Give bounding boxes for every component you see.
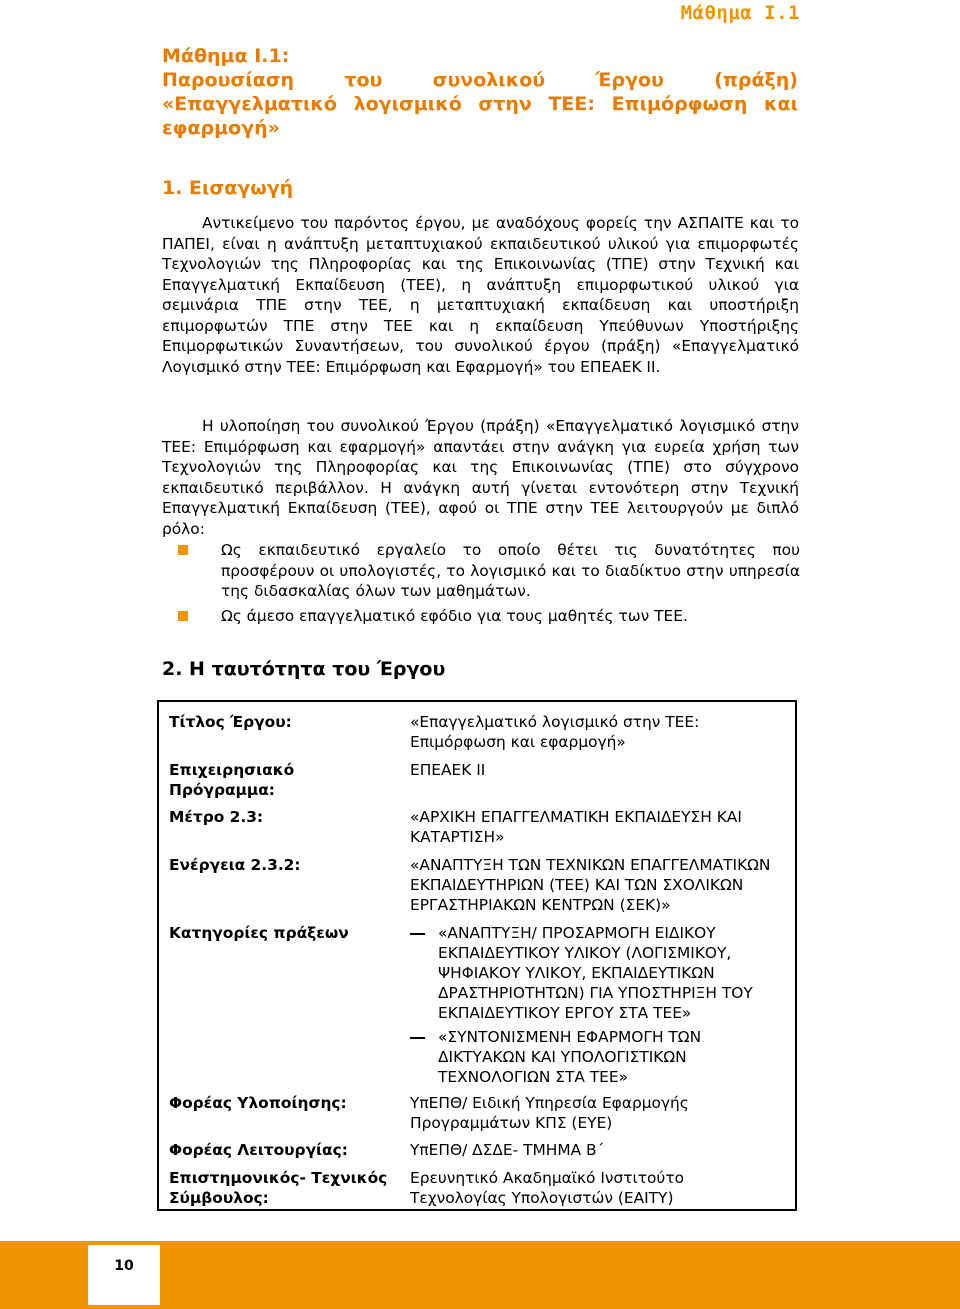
section-heading-intro: 1. Εισαγωγή xyxy=(162,177,294,199)
identity-value-list xyxy=(410,923,785,1087)
list-item xyxy=(178,540,800,602)
identity-label: Μέτρο 2.3: xyxy=(169,808,264,826)
lesson-title-line2: Παρουσίαση του συνολικού Έργου (πράξη) xyxy=(162,69,798,91)
list-item-text: Ως άμεσο επαγγελματικό εφόδιο για τους μαθητές των ΤΕΕ. xyxy=(221,606,688,625)
identity-value: ΥπΕΠΘ/ ΔΣΔΕ- ΤΜΗΜΑ Β΄ xyxy=(410,1141,605,1159)
identity-value: Ερευνητικό Ακαδημαϊκό Ινστιτούτο Τεχνολογίας Υπολογιστών (ΕΑΙΤΥ) xyxy=(410,1169,684,1207)
list-item-text: «ΣΥΝΤΟΝΙΣΜΕΝΗ ΕΦΑΡΜΟΓΗ ΤΩΝ ΔΙΚΤΥΑΚΩΝ ΚΑΙ ΥΠΟΛΟΓΙΣΤΙΚΩΝ ΤΕΧΝΟΛΟΓΙΩΝ ΣΤΑ ΤΕΕ» xyxy=(438,1028,702,1086)
lesson-title-line4: εφαρμογή» xyxy=(162,117,280,139)
section-heading-identity: 2. Η ταυτότητα του Έργου xyxy=(162,658,446,680)
list-item xyxy=(410,923,785,1023)
identity-value: «ΑΡΧΙΚΗ ΕΠΑΓΓΕΛΜΑΤΙΚΗ ΕΚΠΑΙΔΕΥΣΗ ΚΑΙ ΚΑΤΑΡΤΙΣΗ» xyxy=(410,808,742,846)
intro-paragraph-1 xyxy=(162,213,799,377)
intro-paragraph-2-text: Η υλοποίηση του συνολικού Έργου (πράξη) «Επαγγελματικό λογισμικό στην ΤΕΕ: Επιμόρφωση και εφαρμογή» απαντάει στην ανάγκη για ευρεία χρήση των Τεχνολογιών της Πληροφορίας και της Επικοινωνίας (ΤΠΕ) στο σύγχρονο εκπαιδευτικό περιβάλλον. Η ανάγκη αυτή γίνεται εντονότερη στην Τεχνική Επαγγελματική Εκπαίδευση (ΤΕΕ), αφού οι ΤΠΕ στην ΤΕΕ λειτουργούν με διπλό ρόλο: xyxy=(162,417,799,538)
identity-label: Ενέργεια 2.3.2: xyxy=(169,856,301,874)
role-bullet-list xyxy=(178,540,800,626)
list-item-text: Ως εκπαιδευτικό εργαλείο το οποίο θέτει τις δυνατότητες που προσφέρουν οι υπολογιστές, το λογισμικό και το διαδίκτυο στην υπηρεσία της διδασκαλίας όλων των μαθημάτων. xyxy=(221,541,800,600)
list-item-text: «ΑΝΑΠΤΥΞΗ/ ΠΡΟΣΑΡΜΟΓΗ ΕΙΔΙΚΟΥ ΕΚΠΑΙΔΕΥΤΙΚΟΥ ΥΛΙΚΟΥ (ΛΟΓΙΣΜΙΚΟΥ, ΨΗΦΙΑΚΟΥ ΥΛΙΚΟΥ, ΕΚΠΑΙΔΕΥΤΙΚΩΝ ΔΡΑΣΤΗΡΙΟΤΗΤΩΝ) ΓΙΑ ΥΠΟΣΤΗΡΙΞΗ ΤΟΥ ΕΚΠΑΙΔΕΥΤΙΚΟΥ ΕΡΓΟΥ ΣΤΑ ΤΕΕ» xyxy=(438,924,753,1022)
page-number-box xyxy=(88,1245,160,1305)
intro-paragraph-1-text: Αντικείμενο του παρόντος έργου, με αναδόχους φορείς την ΑΣΠΑΙΤΕ και το ΠΑΠΕΙ, είναι η ανάπτυξη μεταπτυχιακού εκπαιδευτικού υλικού για επιμορφωτές Τεχνολογιών της Πληροφορίας και της Επικοινωνίας (ΤΠΕ) στην Τεχνική και Επαγγελματική Εκπαίδευση (ΤΕΕ), η ανάπτυξη επιμορφωτικού υλικού για σεμινάρια ΤΠΕ στην ΤΕΕ, η μεταπτυχιακή εκπαίδευση και υποστήριξη επιμορφωτών ΤΠΕ στην ΤΕΕ και η εκπαίδευση Υπεύθυνων Υποστήριξης Επιμορφωτικών Συναντήσεων, του συνολικού έργου (πράξη) «Επαγγελματικό Λογισμικό στην ΤΕΕ: Επιμόρφωση και Εφαρμογή» του ΕΠΕΑΕΚ ΙΙ. xyxy=(162,214,799,376)
intro-paragraph-2 xyxy=(162,416,799,539)
list-item xyxy=(410,1027,785,1087)
identity-label: Κατηγορίες πράξεων xyxy=(169,924,349,942)
dash-bullet-icon xyxy=(410,1037,425,1039)
lesson-title-line3: «Επαγγελματικό λογισμικό στην ΤΕΕ: Επιμόρφωση και xyxy=(162,93,798,115)
square-bullet-icon xyxy=(178,611,188,621)
square-bullet-icon xyxy=(178,545,188,555)
dash-bullet-icon xyxy=(410,933,425,935)
identity-value: ΥπΕΠΘ/ Ειδική Υπηρεσία Εφαρμογής Προγραμμάτων ΚΠΣ (ΕΥΕ) xyxy=(410,1094,689,1132)
running-header: Μάθημα Ι.1 xyxy=(680,2,800,24)
identity-label: Τίτλος Έργου: xyxy=(169,713,292,731)
lesson-title-line1: Μάθημα Ι.1: xyxy=(162,45,290,67)
identity-value: «Επαγγελματικό λογισμικό στην ΤΕΕ: Επιμόρφωση και εφαρμογή» xyxy=(410,713,700,751)
identity-label: Επιστημονικός- Τεχνικός Σύμβουλος: xyxy=(169,1169,388,1207)
list-item xyxy=(178,606,800,627)
identity-label: Φορέας Λειτουργίας: xyxy=(169,1141,348,1159)
identity-label: Επιχειρησιακό Πρόγραμμα: xyxy=(169,761,295,799)
project-identity-box xyxy=(157,700,797,1211)
page-number: 10 xyxy=(114,1258,134,1274)
lesson-title xyxy=(162,44,798,140)
identity-label: Φορέας Υλοποίησης: xyxy=(169,1094,347,1112)
identity-value: ΕΠΕΑΕΚ ΙΙ xyxy=(410,761,486,779)
identity-value: «ΑΝΑΠΤΥΞΗ ΤΩΝ ΤΕΧΝΙΚΩΝ ΕΠΑΓΓΕΛΜΑΤΙΚΩΝ ΕΚΠΑΙΔΕΥΤΗΡΙΩΝ (ΤΕΕ) ΚΑΙ ΤΩΝ ΣΧΟΛΙΚΩΝ ΕΡΓΑΣΤΗΡΙΑΚΩΝ ΚΕΝΤΡΩΝ (ΣΕΚ)» xyxy=(410,856,771,914)
